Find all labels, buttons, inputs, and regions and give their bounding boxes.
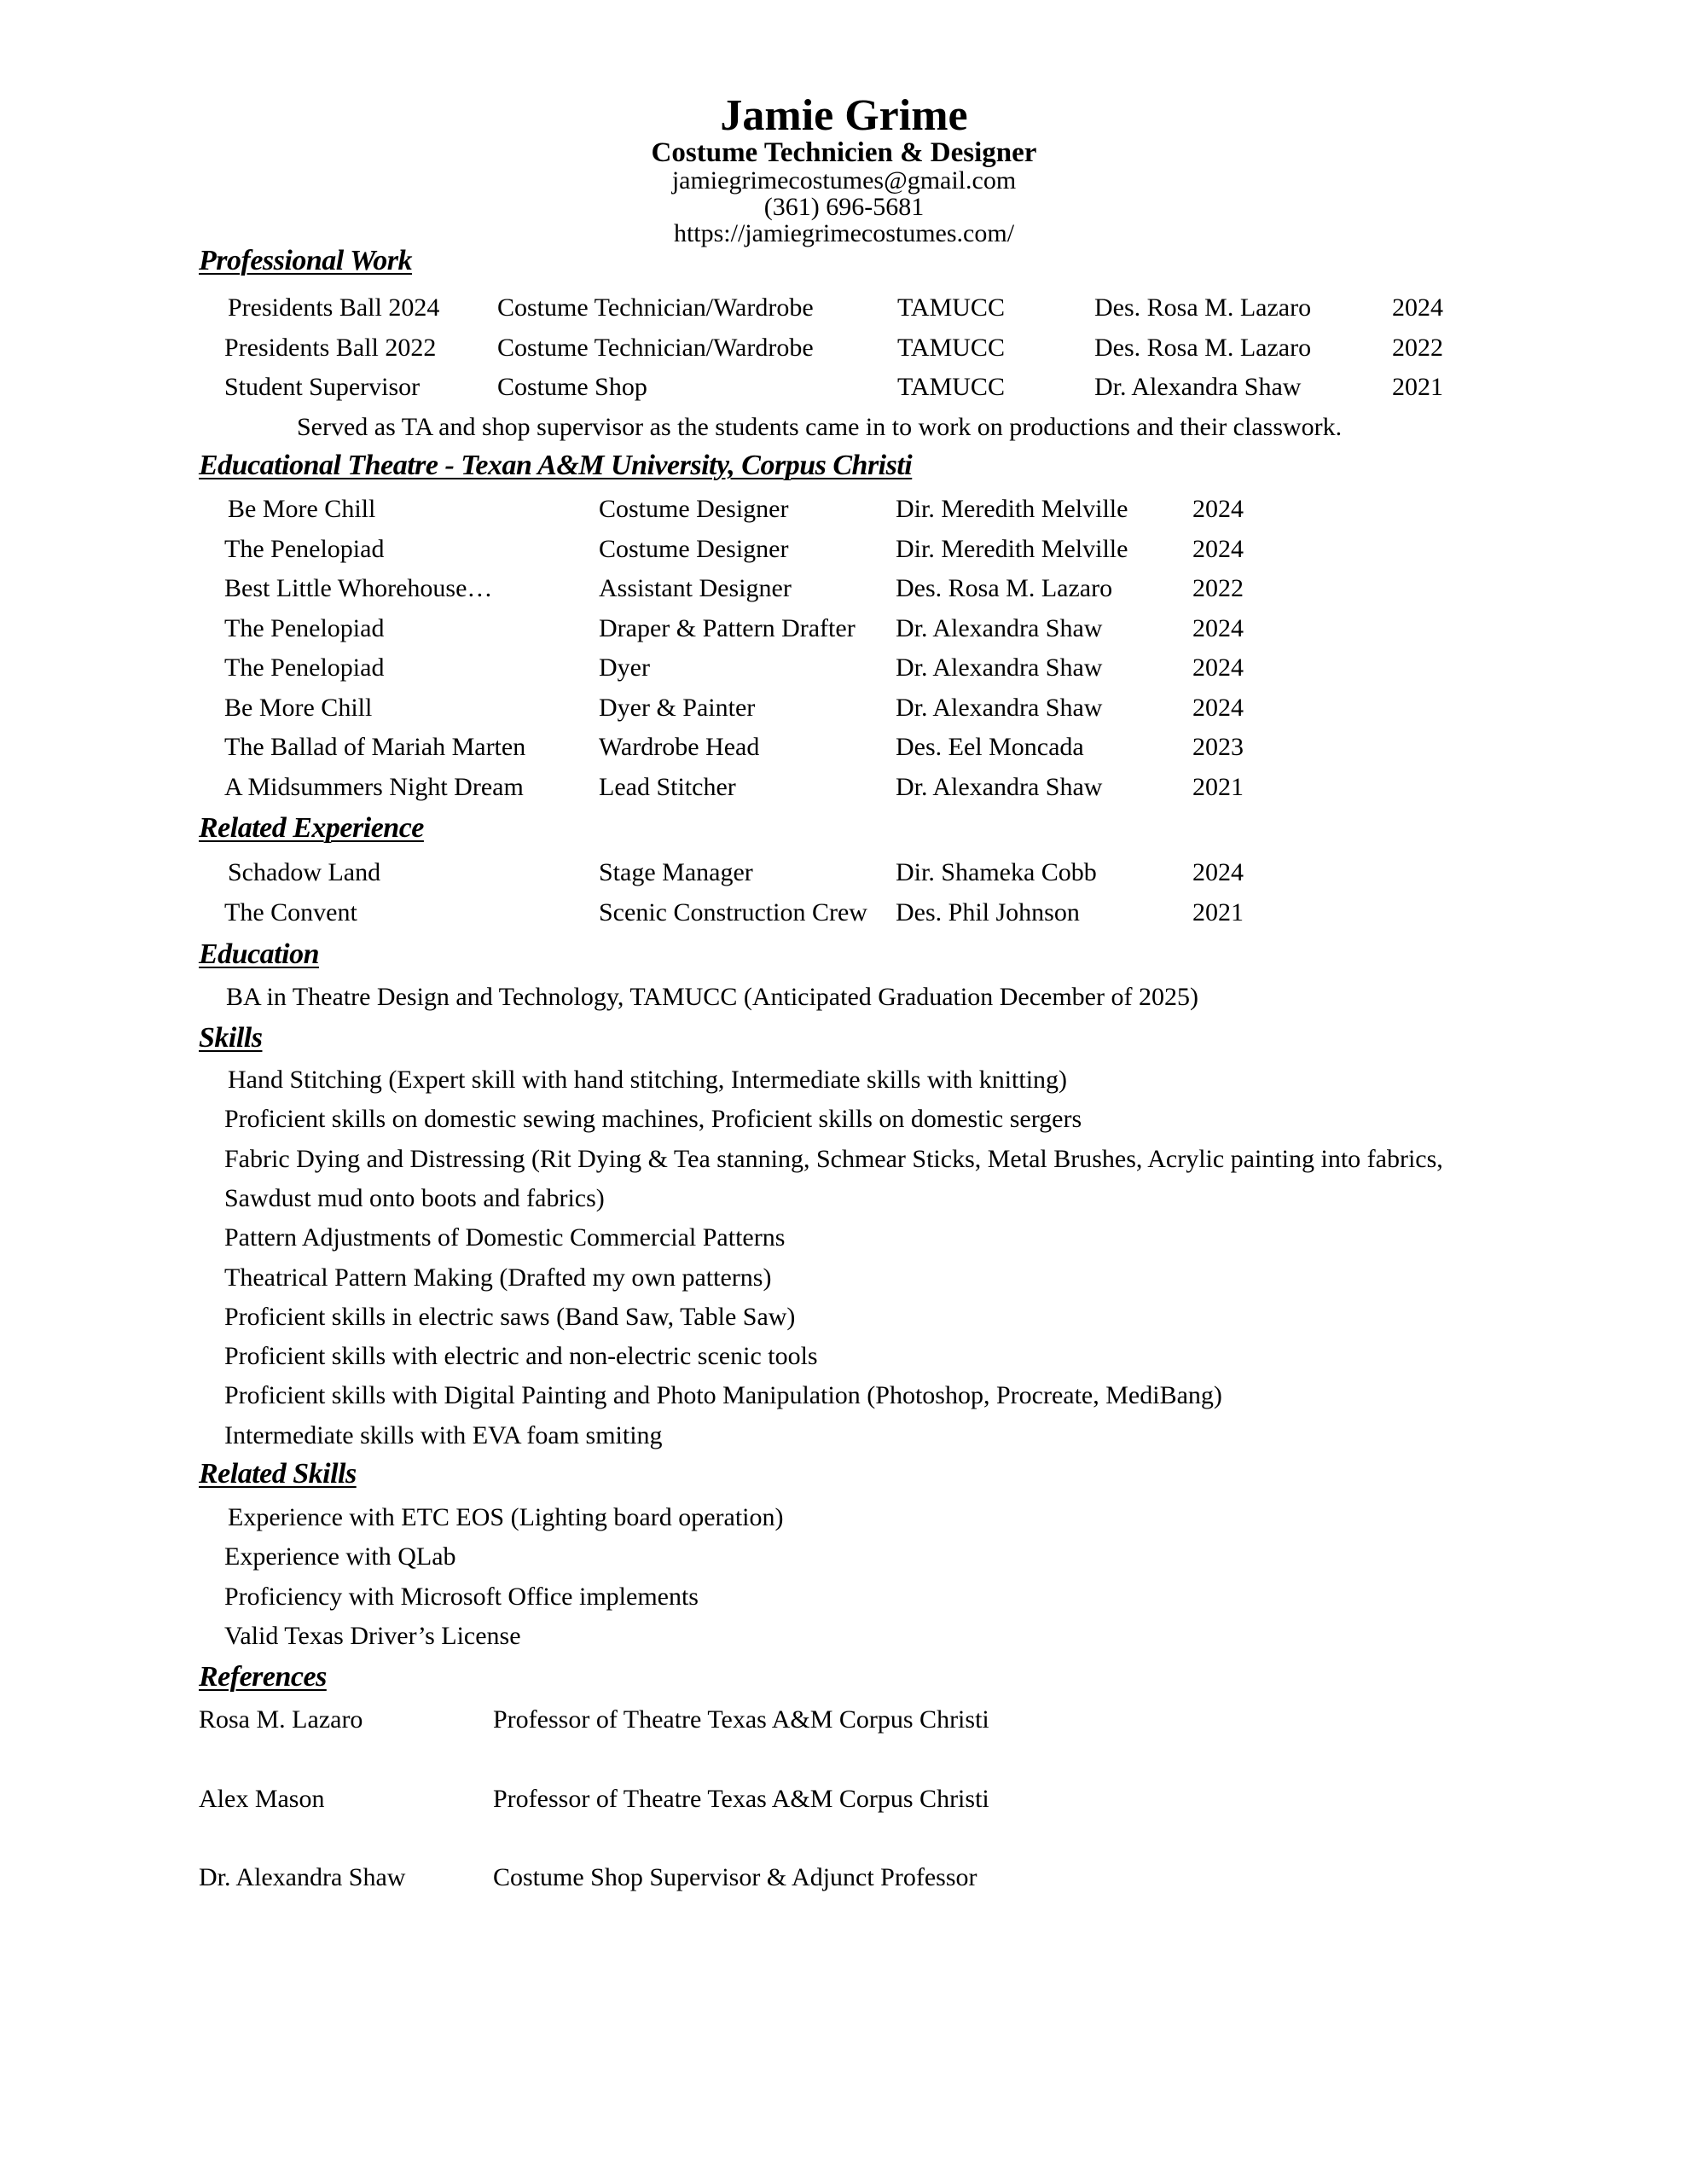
cell-show: Best Little Whorehouse… [224, 574, 493, 602]
cell-supervisor: Dir. Shameka Cobb [896, 858, 1097, 886]
cell-role: Stage Manager [599, 858, 753, 886]
cell-supervisor: Des. Rosa M. Lazaro [896, 574, 1113, 602]
section-heading-related-skills: Related Skills [199, 1458, 357, 1490]
cell-show: Schadow Land [228, 858, 381, 886]
list-item: Proficient skills in electric saws (Band Saw, Table Saw) [224, 1302, 796, 1331]
applicant-name: Jamie Grime [720, 91, 968, 140]
list-item: Experience with ETC EOS (Lighting board operation) [228, 1503, 784, 1531]
cell-event: Presidents Ball 2022 [224, 333, 437, 362]
list-item: Proficient skills on domestic sewing machines, Proficient skills on domestic sergers [224, 1105, 1082, 1134]
list-item: Proficient skills with Digital Painting and Photo Manipulation (Photoshop, Procreate, MediBang) [224, 1381, 1222, 1410]
cell-role: Assistant Designer [599, 574, 792, 602]
cell-year: 2021 [1392, 373, 1443, 401]
cell-role: Costume Designer [599, 495, 789, 523]
cell-year: 2024 [1192, 495, 1244, 523]
cell-supervisor: Dir. Meredith Melville [896, 534, 1128, 563]
cell-show: The Ballad of Mariah Marten [224, 733, 526, 761]
cell-show: The Penelopiad [224, 613, 385, 642]
cell-year: 2022 [1192, 574, 1244, 602]
cell-show: Be More Chill [228, 495, 376, 523]
list-item: Valid Texas Driver’s License [224, 1621, 521, 1650]
cell-year: 2024 [1192, 693, 1244, 722]
cell-show: The Penelopiad [224, 653, 385, 682]
cell-year: 2021 [1192, 772, 1244, 801]
cell-supervisor: Dr. Alexandra Shaw [896, 613, 1103, 642]
education-line: BA in Theatre Design and Technology, TAMUCC (Anticipated Graduation December of 2025) [226, 983, 1198, 1011]
cell-year: 2024 [1392, 293, 1443, 322]
cell-role: Lead Stitcher [599, 772, 736, 801]
section-heading-skills: Skills [199, 1022, 263, 1054]
list-item: Fabric Dying and Distressing (Rit Dying & Tea stanning, Schmear Sticks, Metal Brushes, Acrylic painting into fabrics, [224, 1144, 1443, 1173]
list-item: Pattern Adjustments of Domestic Commercial Patterns [224, 1223, 786, 1252]
cell-year: 2024 [1192, 534, 1244, 563]
cell-show: A Midsummers Night Dream [224, 772, 524, 801]
reference-name: Dr. Alexandra Shaw [199, 1863, 406, 1891]
reference-title: Professor of Theatre Texas A&M Corpus Christi [493, 1705, 989, 1734]
website-link[interactable]: https://jamiegrimecostumes.com/ [673, 219, 1015, 247]
cell-role: Dyer [599, 653, 650, 682]
phone-number: (361) 696-5681 [763, 193, 925, 221]
section-heading-education: Education [199, 938, 319, 970]
cell-role: Costume Shop [497, 373, 647, 401]
email-link[interactable]: jamiegrimecostumes@gmail.com [671, 166, 1017, 195]
list-item: Intermediate skills with EVA foam smiting [224, 1420, 663, 1449]
cell-event: Student Supervisor [224, 373, 421, 401]
cell-year: 2024 [1192, 613, 1244, 642]
cell-supervisor: Dr. Alexandra Shaw [1094, 373, 1302, 401]
reference-title: Professor of Theatre Texas A&M Corpus Christi [493, 1784, 989, 1813]
cell-year: 2024 [1192, 858, 1244, 886]
cell-role: Draper & Pattern Drafter [599, 613, 856, 642]
list-item: Sawdust mud onto boots and fabrics) [224, 1183, 605, 1212]
reference-name: Alex Mason [199, 1784, 325, 1813]
cell-supervisor: Dr. Alexandra Shaw [896, 693, 1103, 722]
cell-supervisor: Des. Phil Johnson [896, 897, 1080, 926]
cell-year: 2024 [1192, 653, 1244, 682]
section-heading-educational-theatre: Educational Theatre - Texan A&M University, Corpus Christi [199, 450, 913, 481]
list-item: Experience with QLab [224, 1542, 456, 1571]
list-item: Theatrical Pattern Making (Drafted my own patterns) [224, 1263, 772, 1292]
cell-supervisor: Dr. Alexandra Shaw [896, 653, 1103, 682]
applicant-title: Costume Technicien & Designer [651, 137, 1037, 168]
cell-supervisor: Dr. Alexandra Shaw [896, 772, 1103, 801]
cell-role: Costume Technician/Wardrobe [497, 333, 814, 362]
section-heading-professional-work: Professional Work [199, 245, 413, 276]
cell-supervisor: Des. Rosa M. Lazaro [1094, 333, 1312, 362]
cell-org: TAMUCC [897, 333, 1005, 362]
cell-supervisor: Des. Eel Moncada [896, 733, 1084, 761]
cell-supervisor: Des. Rosa M. Lazaro [1094, 293, 1312, 322]
cell-event: Presidents Ball 2024 [228, 293, 440, 322]
cell-show: The Convent [224, 897, 357, 926]
professional-work-note: Served as TA and shop supervisor as the students came in to work on productions and their classwork. [297, 413, 1343, 441]
list-item: Hand Stitching (Expert skill with hand stitching, Intermediate skills with knitting) [228, 1066, 1068, 1094]
section-heading-related-experience: Related Experience [199, 812, 424, 844]
cell-show: Be More Chill [224, 693, 373, 722]
list-item: Proficiency with Microsoft Office implements [224, 1582, 699, 1611]
cell-role: Costume Technician/Wardrobe [497, 293, 814, 322]
cell-role: Scenic Construction Crew [599, 897, 867, 926]
cell-year: 2023 [1192, 733, 1244, 761]
cell-supervisor: Dir. Meredith Melville [896, 495, 1128, 523]
cell-show: The Penelopiad [224, 534, 385, 563]
cell-org: TAMUCC [897, 293, 1005, 322]
cell-role: Wardrobe Head [599, 733, 760, 761]
list-item: Proficient skills with electric and non-electric scenic tools [224, 1342, 818, 1371]
cell-role: Costume Designer [599, 534, 789, 563]
cell-year: 2021 [1192, 897, 1244, 926]
reference-name: Rosa M. Lazaro [199, 1705, 363, 1734]
reference-title: Costume Shop Supervisor & Adjunct Professor [493, 1863, 977, 1891]
cell-role: Dyer & Painter [599, 693, 756, 722]
cell-org: TAMUCC [897, 373, 1005, 401]
section-heading-references: References [199, 1661, 327, 1693]
cell-year: 2022 [1392, 333, 1443, 362]
